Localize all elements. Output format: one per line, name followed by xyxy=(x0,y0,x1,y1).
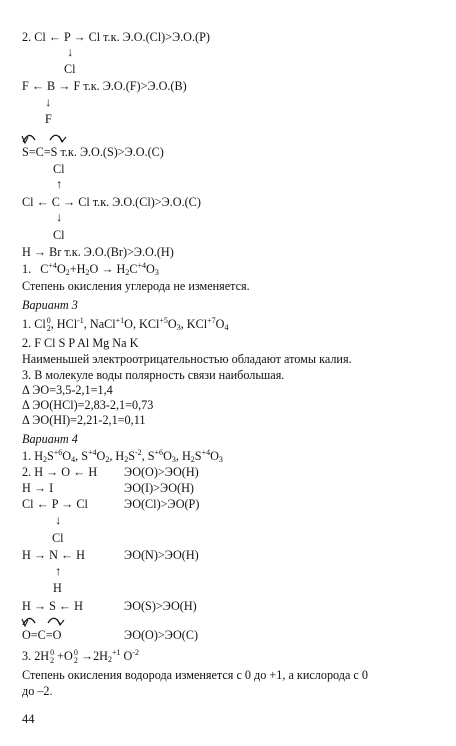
heading-variant-4: Вариант 4 xyxy=(22,432,78,446)
arrow-up: ↑ xyxy=(56,177,63,191)
bond-shift-arcs xyxy=(20,611,68,629)
atom-h: H xyxy=(53,581,62,595)
atom-cl: Cl xyxy=(52,531,64,545)
heading-variant-3: Вариант 3 xyxy=(22,298,78,312)
arrow-down: ↓ xyxy=(45,95,52,109)
arrow-up: ↑ xyxy=(55,564,62,578)
electronegativity-order: 2. F Cl S P Al Mg Na K xyxy=(22,336,139,350)
line-pcl3-polarity: 2. Cl ← P → Cl т.к. Э.О.(Cl)>Э.О.(P) xyxy=(22,30,210,44)
delta-eo-hi: Δ ЭО(HI)=2,21-2,1=0,11 xyxy=(22,413,146,427)
arrow-down: ↓ xyxy=(56,210,63,224)
equation-h2-o2: 3. 2H 0 2 +O 0 2 $\to 2H_2^{+1}$ $O^{-2}$ xyxy=(22,648,140,666)
atom-cl: Cl xyxy=(53,162,65,176)
line-hi-bond: H → I xyxy=(22,481,54,495)
bond-shift-arcs xyxy=(20,128,68,146)
arrow-down: ↓ xyxy=(67,45,74,59)
line-cs2-polarity: S=C=S т.к. Э.О.(S)>Э.О.(C) xyxy=(22,145,164,159)
line-hbr-polarity: H → Br т.к. Э.О.(Br)>Э.О.(H) xyxy=(22,245,174,259)
line-pcl3-bonds: Cl ← P → Cl xyxy=(22,497,88,511)
conclusion-hydrogen-oxygen-cont: до –2. xyxy=(22,684,53,698)
line-h2s-bonds: H → S ← H xyxy=(22,599,83,613)
eo-compare-n-h: ЭО(N)>ЭО(H) xyxy=(124,548,199,562)
line-ccl4-polarity: Cl ← C → Cl т.к. Э.О.(Cl)>Э.О.(C) xyxy=(22,195,201,209)
eo-compare-cl-p: ЭО(Cl)>ЭО(P) xyxy=(124,497,200,511)
equation-co2-h2o: 1. $C^{+4}O_2+H_2O \to H_2C^{+4}O_3$ xyxy=(22,261,159,277)
line-nh3-bonds: H → N ← H xyxy=(22,548,85,562)
page-number: 44 xyxy=(22,712,35,726)
atom-cl: Cl xyxy=(64,62,76,76)
delta-eo-hcl: Δ ЭО(HCl)=2,83-2,1=0,73 xyxy=(22,398,154,412)
conclusion-water: 3. В молекуле воды полярность связи наибольшая. xyxy=(22,368,285,382)
eo-compare-s-h: ЭО(S)>ЭО(H) xyxy=(124,599,197,613)
arrow-down: ↓ xyxy=(55,513,62,527)
oxidation-states-chlorine: 1. Cl 0 2 , HCl$^{-1}$, NaCl$^{+1}$O, $KCl^{+5}O_3$, $KCl^{+7}O_4$ xyxy=(22,316,229,334)
conclusion-carbon: Степень окисления углерода не изменяется. xyxy=(22,279,250,293)
oxidation-states-sulfur: 1. $H_2S^{+6}O_4$, $S^{+4}O_2$, $H_2S^{-2}$, $S^{+6}O_3$, $H_2S^{+4}O_3$ xyxy=(22,448,223,464)
line-h2o-bonds: 2. H → O ← H xyxy=(22,465,98,479)
line-bf3-polarity: F ← B → F т.к. Э.О.(F)>Э.О.(B) xyxy=(22,79,187,93)
eo-compare-i-h: ЭО(I)>ЭО(H) xyxy=(124,481,194,495)
atom-cl: Cl xyxy=(53,228,65,242)
eo-compare-o-h: ЭО(O)>ЭО(H) xyxy=(124,465,199,479)
conclusion-potassium: Наименьшей электроотрицательностью обладают атомы калия. xyxy=(22,352,352,366)
atom-f: F xyxy=(45,112,52,126)
delta-eo-water: Δ ЭО=3,5-2,1=1,4 xyxy=(22,383,113,397)
eo-compare-o-c: ЭО(O)>ЭО(C) xyxy=(124,628,199,642)
line-co2-bonds: O=C=O xyxy=(22,628,62,642)
conclusion-hydrogen-oxygen: Степень окисления водорода изменяется с 0 до +1, а кислорода с 0 xyxy=(22,668,368,682)
